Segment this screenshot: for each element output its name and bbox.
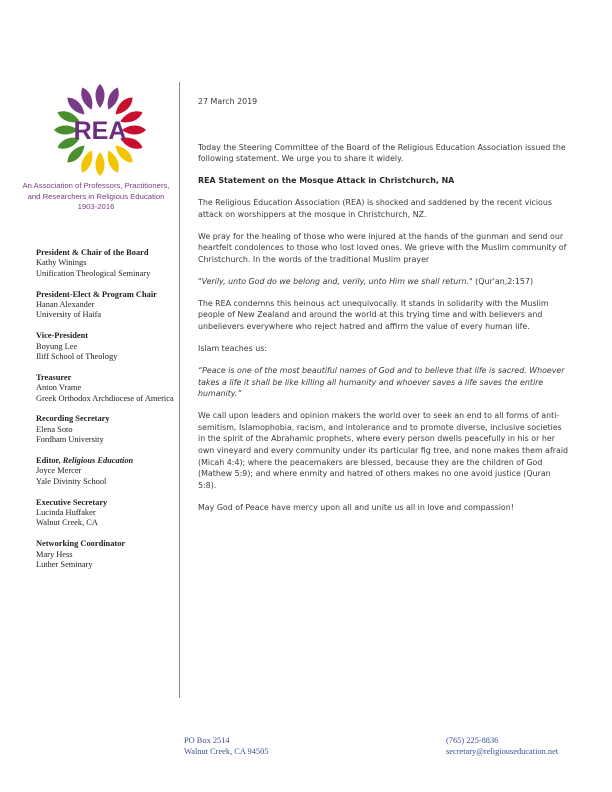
officer-role: Vice-President [36, 331, 89, 341]
letter-date: 27 March 2019 [198, 97, 258, 106]
officer-name: Lucinda Huffaker [36, 508, 96, 518]
quote-reference: (Qur'an,2:157) [472, 276, 534, 286]
officer-affiliation: Walnut Creek, CA [36, 518, 98, 528]
officer-president [36, 248, 176, 279]
officer-name: Anton Vrame [36, 383, 82, 393]
po-box: PO Box 2514 [184, 736, 230, 745]
logo-text: REA [73, 117, 127, 145]
officer-editor [36, 456, 176, 487]
journal-title: Religious Education [62, 456, 134, 466]
tagline-line-2: and Researchers in Religious Education [27, 191, 165, 201]
officer-recording-secretary [36, 414, 176, 445]
officer-role [36, 456, 176, 466]
officer-role: Treasurer [36, 372, 72, 382]
footer-phone: (765) 225-8836 [446, 736, 499, 745]
paragraph-1: The Religious Education Association (REA) is shocked and saddened by the recent vicious attack on worshippers at the mosque in Christchurch, NZ. [198, 198, 552, 219]
officer-name: Mary Hess [36, 549, 73, 559]
association-tagline [20, 181, 172, 213]
footer-city: Walnut Creek, CA 94505 [184, 746, 269, 756]
rea-logo [44, 84, 156, 178]
officer-affiliation: Fordham University [36, 435, 104, 445]
paragraph-2: We pray for the healing of those who were injured at the hands of the gunman and send our heartfelt condolences to those who lost loved ones. We grieve with the Muslim community of Christchurch. In the words of the traditional Muslim prayer [198, 231, 567, 264]
officer-treasurer [36, 373, 176, 404]
officer-name: Boyung Lee [36, 341, 78, 351]
quote-text: "Verily, unto God do we belong and, verily, unto Him we shall return." [198, 276, 473, 286]
logo-petal [96, 152, 105, 176]
officer-affiliation: University of Haifa [36, 310, 102, 320]
islam-quote: “Peace is one of the most beautiful names of God and to believe that life is sacred. Whoever takes a life it shall be like killing all humanity and whoever saves a life saves the entire humanity.” [198, 366, 565, 399]
officer-role-prefix: Editor, [36, 456, 63, 466]
officer-role: President & Chair of the Board [36, 248, 149, 257]
paragraph-3: The REA condemns this heinous act unequivocally. It stands in solidarity with the Muslim people of New Zealand and around the world at this trying time and with believers and unbelievers everywhere who reject hatred and affirm the value of every human life. [198, 298, 549, 332]
officer-executive-secretary [36, 498, 176, 529]
footer-contact [446, 736, 558, 757]
quran-quote [198, 276, 570, 288]
letter-body [198, 96, 570, 524]
officer-name: Hanan Alexander [36, 300, 95, 310]
statement-heading: REA Statement on the Mosque Attack in Christchurch, NA [198, 176, 455, 186]
officer-role: Executive Secretary [36, 497, 108, 507]
officer-name: Elena Soto [36, 424, 73, 434]
officers-list [36, 248, 176, 581]
tagline-years: 1903-2016 [77, 202, 115, 212]
officer-affiliation: Luther Seminary [36, 560, 93, 570]
officer-networking-coordinator [36, 539, 176, 570]
footer-email[interactable]: secretary@religiouseducation.net [446, 746, 559, 756]
officer-affiliation: Greek Orthodox Archdiocese of America [36, 393, 174, 403]
logo-petal [96, 84, 105, 108]
officer-affiliation: Unification Theological Seminary [36, 268, 151, 278]
officer-president-elect [36, 290, 176, 321]
tagline-line-1: An Association of Professors, Practitioners, [22, 181, 170, 190]
paragraph-4: Islam teaches us: [198, 344, 268, 354]
closing-paragraph: May God of Peace have mercy upon all and unite us all in love and compassion! [198, 502, 514, 512]
paragraph-5: We call upon leaders and opinion makers the world over to seek an end to all forms of anti-semitism, Islamophobia, racism, and intolerance and to promote diverse, inclusive societies in the spirit of the Abrahamic prophets, where every person dwells peacefully in his or her own vineyard and every community under its particular fig tree, and none makes them afraid (Micah 4:4); where the peacemakers are blessed, because they are the children of God (Mathew 5:9); and where enmity and hatred of others makes no one avoid justice (Quran 5:8). [198, 411, 569, 490]
officer-vice-president [36, 331, 176, 362]
officer-role: President-Elect & Program Chair [36, 289, 157, 299]
letter-intro: Today the Steering Committee of the Board of the Religious Education Association issued the following statement. We urge you to share it widely. [198, 142, 566, 164]
officer-role: Recording Secretary [36, 414, 110, 424]
officer-role: Networking Coordinator [36, 539, 126, 549]
footer-address [184, 736, 268, 757]
officer-affiliation: Yale Divinity School [36, 476, 107, 486]
officer-name: Kathy Winings [36, 258, 87, 268]
officer-affiliation: Iliff School of Theology [36, 352, 118, 362]
officer-name: Joyce Mercer [36, 466, 82, 476]
vertical-divider [179, 82, 180, 698]
